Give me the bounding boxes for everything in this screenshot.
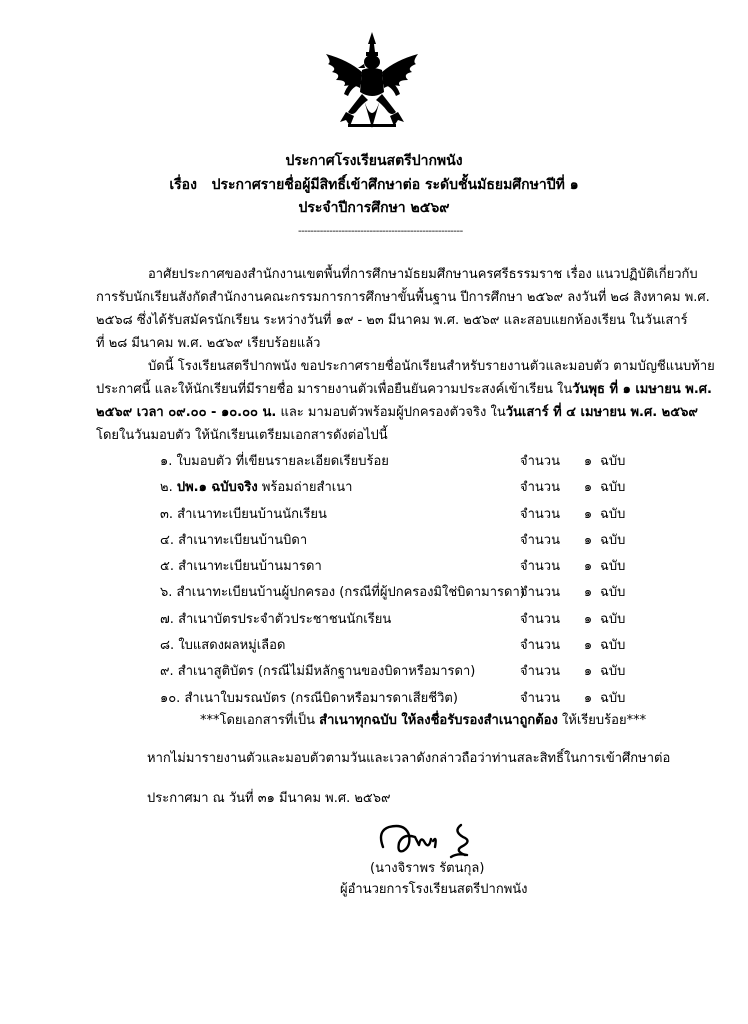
quantity-number: ๑ [583, 611, 593, 627]
quantity-unit: ฉบับ [600, 611, 626, 627]
certification-note [200, 710, 646, 732]
document-number: ๓. [160, 506, 174, 522]
quantity-unit: ฉบับ [600, 480, 626, 496]
document-item [160, 633, 640, 659]
quantity-number: ๑ [583, 638, 593, 654]
quantity-number: ๑ [583, 532, 593, 548]
announcement-date: ประกาศมา ณ วันที่ ๓๑ มีนาคม พ.ศ. ๒๕๖๙ [147, 791, 391, 806]
document-quantity [520, 633, 625, 659]
quantity-unit: ฉบับ [600, 454, 626, 469]
para2-line: บัดนี้ โรงเรียนสตรีปากพนัง ขอประกาศรายชื่อนักเรียนสำหรับรายงานตัวและมอบตัว ตามบัญชีแนบท้าย [148, 359, 715, 374]
para1-line: การรับนักเรียนสังกัดสำนักงานคณะกรรมการการศึกษาขั้นพื้นฐาน ปีการศึกษา ๒๕๖๙ ลงวันที่ ๒๘ สิงหาคม พ.ศ. [96, 290, 710, 305]
quantity-unit: ฉบับ [600, 638, 626, 654]
document-text: ใบมอบตัว ที่เขียนรายละเอียดเรียบร้อย [176, 454, 389, 469]
signer-name: (นางจิราพร รัตนกุล) [370, 861, 485, 876]
document-quantity [520, 580, 625, 606]
quantity-word: จำนวน [520, 690, 560, 706]
document-number: ๕. [160, 559, 174, 575]
academic-year: ประจำปีการศึกษา ๒๕๖๙ [298, 200, 450, 216]
document-item [160, 686, 640, 712]
subject-prefix: เรื่อง [169, 177, 197, 193]
document-list [160, 449, 640, 712]
quantity-word: จำนวน [520, 559, 560, 575]
signer-position: ผู้อำนวยการโรงเรียนสตรีปากพนัง [340, 882, 528, 897]
document-quantity [520, 686, 625, 712]
para2-line [96, 401, 698, 424]
document-number: ๙. [160, 664, 174, 680]
document-quantity [520, 502, 625, 528]
document-item [160, 449, 640, 475]
note-prefix: ***โดยเอกสารที่เป็น [200, 713, 320, 728]
quantity-number: ๑ [583, 480, 593, 496]
document-quantity [520, 475, 625, 501]
document-text: สำเนาทะเบียนบ้านมารดา [178, 559, 322, 575]
para1-line: อาศัยประกาศของสำนักงานเขตพื้นที่การศึกษามัธยมศึกษานครศรีธรรมราช เรื่อง แนวปฏิบัติเกี่ยวกับ [148, 267, 698, 282]
quantity-word: จำนวน [520, 638, 560, 654]
handwritten-signature-icon [375, 817, 485, 861]
document-quantity [520, 607, 625, 633]
quantity-number: ๑ [583, 585, 593, 601]
document-label [160, 475, 352, 501]
document-text: สำเนาทะเบียนบ้านบิดา [178, 532, 308, 548]
document-number: ๑. [160, 454, 173, 469]
note-suffix: ให้เรียบร้อย*** [557, 713, 647, 728]
document-quantity [520, 449, 625, 475]
quantity-unit: ฉบับ [600, 664, 626, 680]
document-number: ๖. [160, 585, 173, 601]
announcement-title: ประกาศโรงเรียนสตรีปากพนัง [285, 153, 463, 169]
document-quantity [520, 554, 625, 580]
para1-line: ที่ ๒๘ มีนาคม พ.ศ. ๒๕๖๙ เรียบร้อยแล้ว [96, 336, 321, 351]
document-quantity [520, 659, 625, 685]
document-text: สำเนาใบมรณบัตร (กรณีบิดาหรือมารดาเสียชีวิต) [184, 690, 458, 706]
quantity-number: ๑ [583, 454, 593, 469]
document-text: พร้อมถ่ายสำเนา [257, 480, 353, 496]
document-item [160, 475, 640, 501]
document-text: สำเนาบัตรประจำตัวประชาชนนักเรียน [178, 611, 392, 627]
document-item [160, 607, 640, 633]
para2-line [96, 378, 712, 401]
document-label [160, 633, 285, 659]
header-separator: ----------------------------------------------------- [298, 226, 463, 237]
document-label [160, 686, 458, 712]
quantity-unit: ฉบับ [600, 506, 626, 522]
document-item [160, 580, 640, 606]
document-item [160, 659, 640, 685]
quantity-number: ๑ [583, 559, 593, 575]
garuda-emblem-icon [318, 30, 426, 134]
document-text: ใบแสดงผลหมู่เลือด [178, 638, 286, 654]
document-quantity [520, 528, 625, 554]
quantity-unit: ฉบับ [600, 532, 626, 548]
forfeit-warning: หากไม่มารายงานตัวและมอบตัวตามวันและเวลาดังกล่าวถือว่าท่านสละสิทธิ์ในการเข้าศึกษาต่อ [147, 751, 671, 766]
paragraph-1 [96, 263, 710, 355]
document-text: สำเนาทะเบียนบ้านนักเรียน [177, 506, 327, 522]
para2-text: และ มามอบตัวพร้อมผู้ปกครองตัวจริง ใน [276, 405, 506, 420]
quantity-word: จำนวน [520, 454, 560, 469]
document-label [160, 528, 307, 554]
quantity-unit: ฉบับ [600, 690, 626, 706]
document-label [160, 607, 391, 633]
quantity-number: ๑ [583, 506, 593, 522]
para1-line: ๒๕๖๘ ซึ่งได้รับสมัครนักเรียน ระหว่างวันที่ ๑๙ - ๒๓ มีนาคม พ.ศ. ๒๕๖๙ และสอบแยกห้องเรียน ในวันเสาร์ [96, 313, 688, 328]
quantity-word: จำนวน [520, 611, 560, 627]
document-label [160, 449, 389, 475]
quantity-number: ๑ [583, 690, 593, 706]
subject-line [0, 174, 748, 196]
document-number: ๑๐. [160, 690, 181, 706]
quantity-word: จำนวน [520, 585, 560, 601]
quantity-word: จำนวน [520, 480, 560, 496]
document-number: ๘. [160, 638, 175, 654]
document-label [160, 554, 322, 580]
document-text: สำเนาสูติบัตร (กรณีไม่มีหลักฐานของบิดาหรือมารดา) [177, 664, 476, 680]
para2-line: โดยในวันมอบตัว ให้นักเรียนเตรียมเอกสารดังต่อไปนี้ [96, 428, 388, 443]
document-item [160, 528, 640, 554]
document-item [160, 554, 640, 580]
document-text: สำเนาทะเบียนบ้านผู้ปกครอง (กรณีที่ผู้ปกครองมิใช่บิดามารดา) [176, 585, 525, 601]
document-item [160, 502, 640, 528]
document-label [160, 502, 327, 528]
paragraph-2 [96, 355, 715, 447]
document-label [160, 659, 475, 685]
report-time: ๒๕๖๙ เวลา ๐๙.๐๐ - ๑๐.๐๐ น. [96, 405, 277, 420]
quantity-word: จำนวน [520, 532, 560, 548]
quantity-unit: ฉบับ [600, 559, 626, 575]
quantity-unit: ฉบับ [600, 585, 626, 601]
note-bold: สำเนาทุกฉบับ ให้ลงชื่อรับรองสำเนาถูกต้อง [319, 713, 558, 728]
enrollment-date: วันเสาร์ ที่ ๔ เมษายน พ.ศ. ๒๕๖๙ [505, 405, 698, 420]
document-number: ๒. [160, 480, 173, 496]
document-bold: ปพ.๑ ฉบับจริง [176, 480, 258, 496]
document-label [160, 580, 525, 606]
quantity-word: จำนวน [520, 506, 560, 522]
document-number: ๔. [160, 532, 174, 548]
document-number: ๗. [160, 611, 174, 627]
report-date: วันพุธ ที่ ๑ เมษายน พ.ศ. [572, 382, 712, 397]
quantity-word: จำนวน [520, 664, 560, 680]
para2-text: ประกาศนี้ และให้นักเรียนที่มีรายชื่อ มารายงานตัวเพื่อยืนยันความประสงค์เข้าเรียน ใน [96, 382, 573, 397]
quantity-number: ๑ [583, 664, 593, 680]
subject-text: ประกาศรายชื่อผู้มีสิทธิ์เข้าศึกษาต่อ ระดับชั้นมัธยมศึกษาปีที่ ๑ [211, 177, 579, 193]
